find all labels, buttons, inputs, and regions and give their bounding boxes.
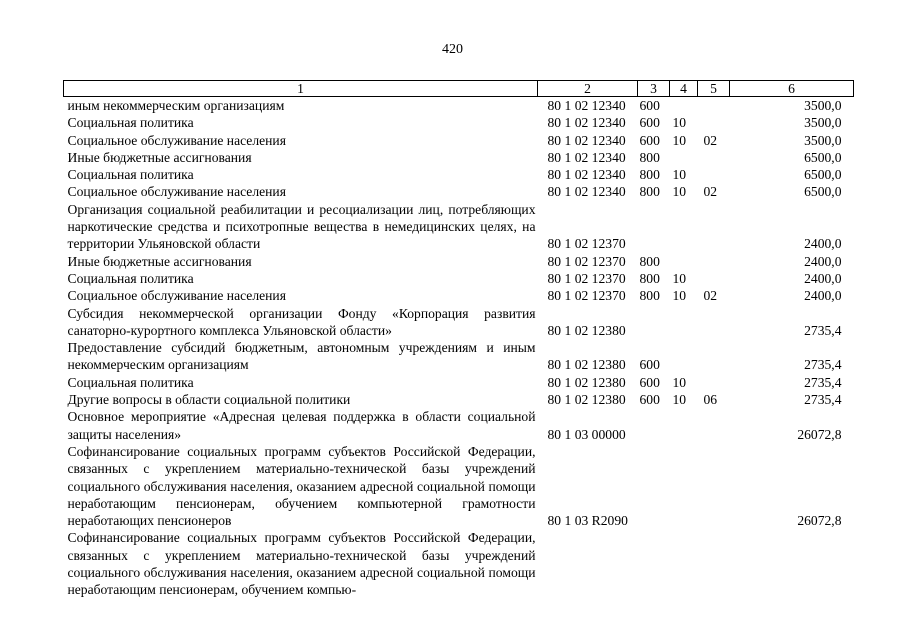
row-code: 80 1 02 12340 [547,132,626,148]
row-section [670,305,698,340]
row-section: 10 [672,270,687,286]
table-row [64,132,854,149]
row-code: 80 1 02 12340 [547,184,626,200]
row-amount: 2735,4 [804,322,842,338]
row-expense-type: 600 [639,357,660,373]
row-subsection [698,529,730,598]
table-body [64,97,854,599]
row-code: 80 1 02 12370 [547,253,626,269]
row-section: 10 [672,288,687,304]
row-subsection [698,305,730,340]
row-expense-type: 800 [639,270,660,286]
row-name: Иные бюджетные ассигнования [67,253,252,269]
row-name: Социальная политика [67,115,194,131]
row-code: 80 1 02 12340 [547,98,626,113]
row-expense-type [638,201,670,253]
row-name: Другие вопросы в области социальной политики [67,392,351,408]
row-section: 10 [672,374,687,390]
header-col-3: 3 [638,81,670,97]
row-expense-type: 800 [639,253,660,269]
row-expense-type [638,443,670,529]
header-col-1: 1 [64,81,538,97]
row-name: Основное мероприятие «Адресная целевая поддержка в области социальной защиты населения» [67,409,536,442]
row-subsection [698,374,730,391]
row-expense-type [638,529,670,598]
row-subsection [698,339,730,374]
header-col-6: 6 [730,81,854,97]
row-amount: 2735,4 [804,374,842,390]
row-name: Софинансирование социальных программ субъектов Российской Федерации, связанных с укреплением материально-технической базы учреждений социального обслуживания населения, оказанием адресной социальной помощи неработающим пенсионерам, обучением компью- [67,530,536,598]
row-subsection: 02 [703,184,718,200]
row-name: Социальное обслуживание населения [67,184,286,200]
row-amount: 26072,8 [797,513,842,529]
table-row [64,391,854,408]
row-section [670,149,698,166]
row-code: 80 1 02 12340 [547,115,626,131]
row-section [670,201,698,253]
table-row [64,339,854,374]
row-code: 80 1 02 12340 [547,167,626,183]
table-row [64,114,854,131]
table-row [64,183,854,200]
row-name: Софинансирование социальных программ субъектов Российской Федерации, связанных с укреплением материально-технической базы учреждений социального обслуживания населения, оказанием адресной социальной помощи неработающим пенсионерам, обучением компьютерной грамотности неработающих пенсионеров [67,443,536,529]
row-amount: 3500,0 [804,115,842,131]
row-expense-type: 800 [639,288,660,304]
row-subsection: 02 [703,132,718,148]
row-name: Социальная политика [67,374,194,390]
table-row [64,374,854,391]
row-amount: 26072,8 [797,426,842,442]
row-expense-type [638,305,670,340]
row-amount: 6500,0 [804,184,842,200]
row-subsection [698,443,730,529]
row-section [670,408,698,443]
row-subsection [698,149,730,166]
row-subsection [698,253,730,270]
header-col-4: 4 [670,81,698,97]
page-number: 420 [442,42,463,57]
row-code: 80 1 02 12380 [547,322,626,338]
table-row [64,166,854,183]
header-row [64,81,854,97]
table-row [64,253,854,270]
row-expense-type: 800 [639,149,660,165]
row-name: Предоставление субсидий бюджетным, автономным учреждениям и иным некоммерческим организациям [67,340,536,373]
budget-table [63,80,854,599]
table-row [64,408,854,443]
row-amount: 2735,4 [804,357,842,373]
row-name: Организация социальной реабилитации и ресоциализации лиц, потребляющих наркотические средства и психотропные вещества в немедицинских целях, на территории Ульяновской области [67,201,536,252]
row-section [670,443,698,529]
row-amount: 6500,0 [804,167,842,183]
table-row [64,97,854,115]
row-amount: 2400,0 [804,236,842,252]
row-amount: 2735,4 [804,392,842,408]
row-name: Социальная политика [67,167,194,183]
row-name: иным некоммерческим организациям [67,98,285,113]
row-expense-type: 600 [639,98,660,113]
row-code: 80 1 03 R2090 [547,513,628,529]
row-code: 80 1 02 12380 [547,357,626,373]
row-name: Социальное обслуживание населения [67,132,286,148]
row-subsection [698,114,730,131]
row-expense-type: 800 [639,184,660,200]
table-row [64,149,854,166]
row-section [670,253,698,270]
row-section [670,529,698,598]
row-expense-type: 600 [639,374,660,390]
row-code: 80 1 02 12340 [547,149,626,165]
row-section: 10 [672,167,687,183]
row-code: 80 1 03 00000 [547,426,626,442]
row-section: 10 [672,392,687,408]
table-row [64,443,854,529]
row-code [538,529,638,598]
row-amount: 2400,0 [804,288,842,304]
row-amount: 2400,0 [804,253,842,269]
table-row [64,270,854,287]
row-section [670,339,698,374]
header-col-5: 5 [698,81,730,97]
row-amount: 2400,0 [804,270,842,286]
table-row [64,201,854,253]
row-expense-type [638,408,670,443]
row-expense-type: 600 [639,392,660,408]
row-amount: 3500,0 [804,132,842,148]
row-section [670,97,698,115]
row-subsection [698,166,730,183]
row-expense-type: 800 [639,167,660,183]
row-name: Субсидия некоммерческой организации Фонду «Корпорация развития санаторно-курортного комплекса Ульяновской области» [67,305,536,338]
row-section: 10 [672,115,687,131]
row-amount: 3500,0 [804,98,842,113]
row-code: 80 1 02 12370 [547,270,626,286]
table-row [64,529,854,598]
row-subsection [698,97,730,115]
row-name: Иные бюджетные ассигнования [67,149,252,165]
row-amount [730,529,854,598]
row-section: 10 [672,132,687,148]
row-subsection [698,201,730,253]
row-subsection: 06 [703,392,718,408]
table-row [64,305,854,340]
row-name: Социальная политика [67,270,194,286]
table-row [64,287,854,304]
row-code: 80 1 02 12380 [547,392,626,408]
row-section: 10 [672,184,687,200]
row-subsection [698,408,730,443]
row-code: 80 1 02 12370 [547,236,626,252]
header-col-2: 2 [538,81,638,97]
row-subsection [698,270,730,287]
row-expense-type: 600 [639,115,660,131]
row-amount: 6500,0 [804,149,842,165]
row-name: Социальное обслуживание населения [67,288,286,304]
row-expense-type: 600 [639,132,660,148]
row-subsection: 02 [703,288,718,304]
row-code: 80 1 02 12380 [547,374,626,390]
row-code: 80 1 02 12370 [547,288,626,304]
